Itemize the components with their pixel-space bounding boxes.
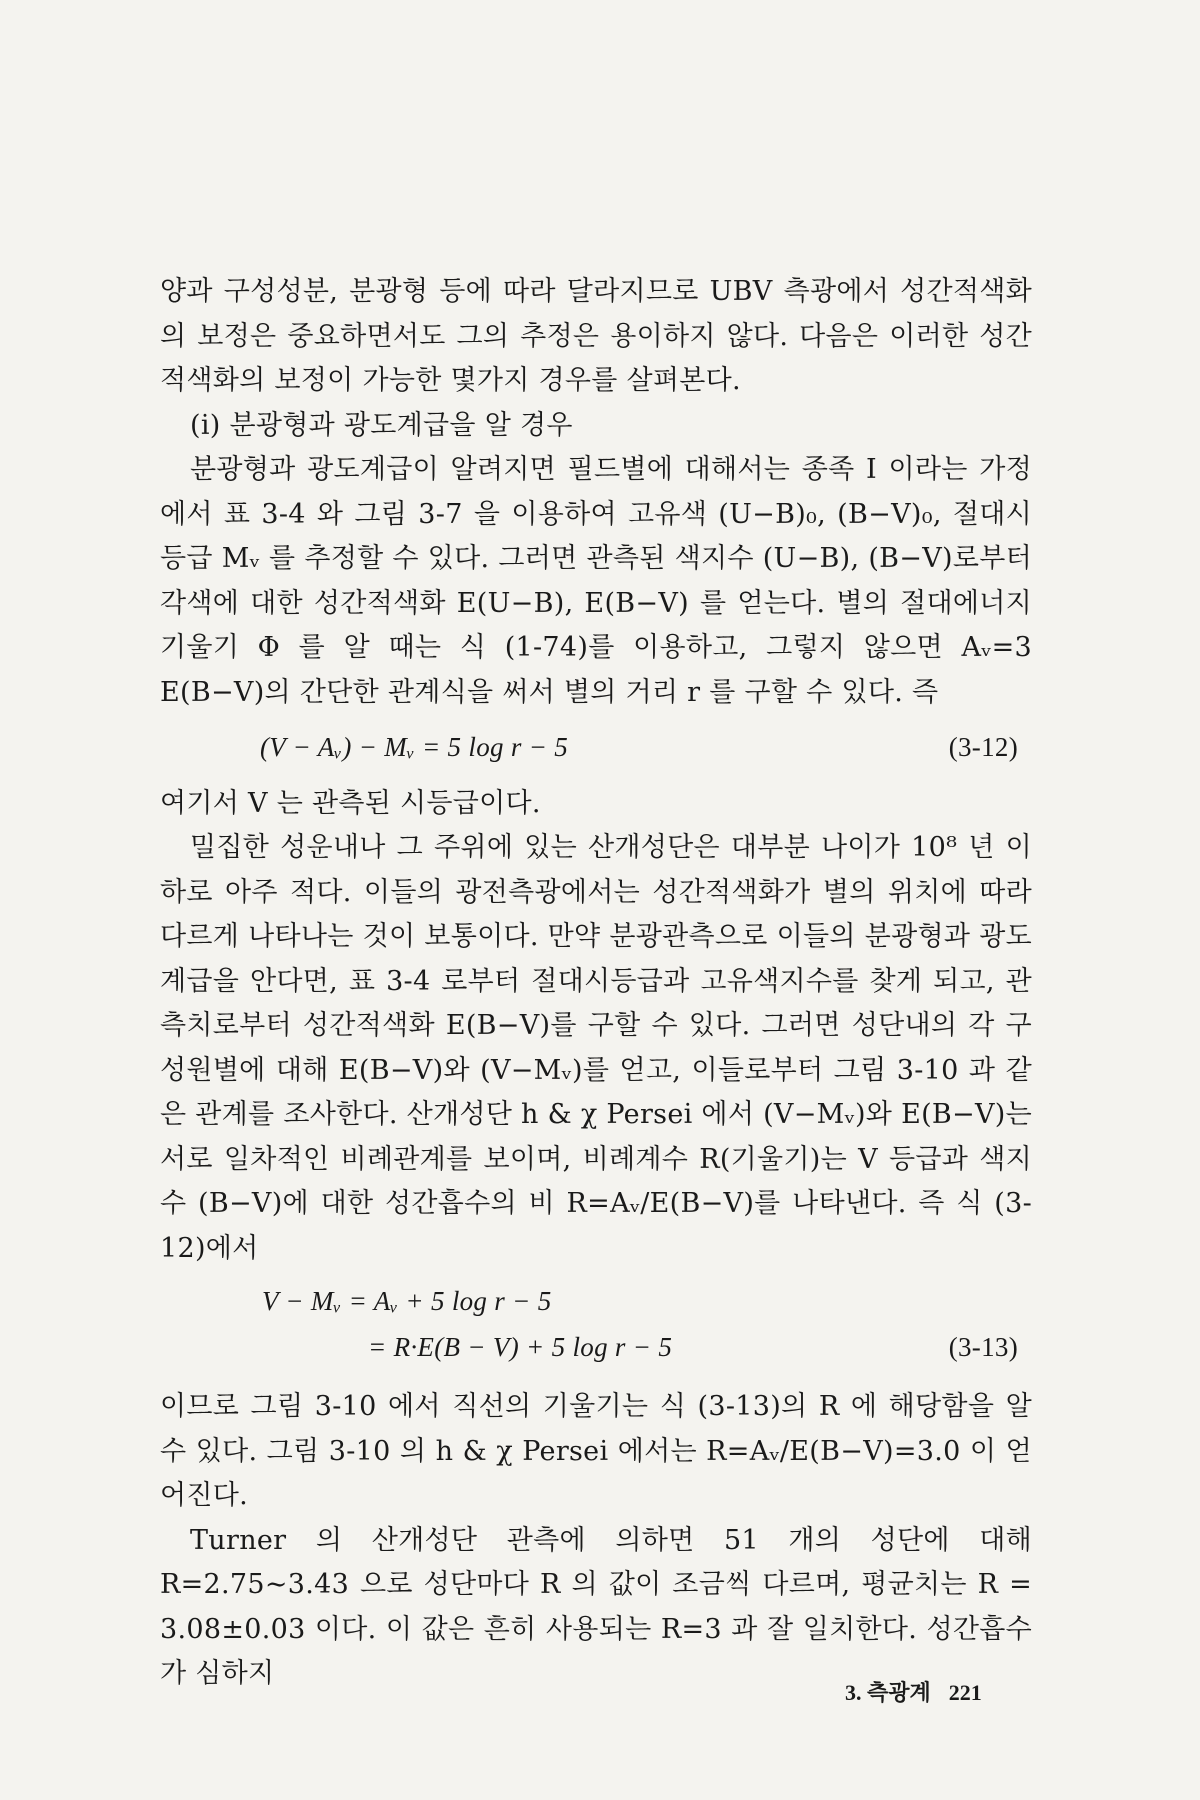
equation-3-13 [160,1279,1032,1371]
page-number: 221 [948,1680,982,1705]
subsection-heading: (i) 분광형과 광도계급을 알 경우 [190,409,573,441]
equation-3-13-line2: = R·E(B − V) + 5 log r − 5 [368,1332,673,1362]
paragraph-slope: 이므로 그림 3-10 에서 직선의 기울기는 식 (3-13)의 R 에 해당함을 알 수 있다. 그림 3-10 의 h & χ Persei 에서는 R=Aᵥ/E(B−V)=3.0 이 얻어진다. [160,1391,1032,1511]
equation-3-13-line1: V − Mᵥ = Aᵥ + 5 log r − 5 [262,1286,552,1316]
paragraph-where-v: 여기서 V 는 관측된 시등급이다. [160,787,541,819]
page-footer [845,1676,1000,1707]
equation-3-12-formula: (V − Aᵥ) − Mᵥ = 5 log r − 5 [260,732,569,762]
equation-3-13-number: (3-13) [948,1332,1018,1362]
equation-3-12-number: (3-12) [948,732,1018,762]
paragraph-continued: 양과 구성성분, 분광형 등에 따라 달라지므로 UBV 측광에서 성간적색화의 보정은 중요하면서도 그의 추정은 용이하지 않다. 다음은 이러한 성간적색화의 보정이 가능한 몇가지 경우를 살펴본다. [160,276,1032,396]
equation-3-12 [160,725,1032,770]
paragraph-open-clusters: 밀집한 성운내나 그 주위에 있는 산개성단은 대부분 나이가 10⁸ 년 이하로 아주 적다. 이들의 광전측광에서는 성간적색화가 별의 위치에 따라 다르게 나타나는 것이 보통이다. 만약 분광관측으로 이들의 분광형과 광도계급을 안다면, 표 3-4 로부터 절대시등급과 고유색지수를 찾게 되고, 관측치로부터 성간적색화 E(B−V)를 구할 수 있다. 그러면 성단내의 각 구성원별에 대해 E(B−V)와 (V−Mᵥ)를 얻고, 이들로부터 그림 3-10 과 같은 관계를 조사한다. 산개성단 h & χ Persei 에서 (V−Mᵥ)와 E(B−V)는 서로 일차적인 비례관계를 보이며, 비례계수 R(기울기)는 V 등급과 색지수 (B−V)에 대한 성간흡수의 비 R=Aᵥ/E(B−V)를 나타낸다. 즉 식 (3-12)에서 [160,832,1032,1264]
footer-section-title: 3. 측광계 [845,1680,931,1705]
page-body [160,270,1032,1697]
paragraph-turner: Turner 의 산개성단 관측에 의하면 51 개의 성단에 대해 R=2.75∼3.43 으로 성단마다 R 의 값이 조금씩 다르며, 평균치는 R = 3.08±0.03 이다. 이 값은 흔히 사용되는 R=3 과 잘 일치한다. 성간흡수가 심하지 [160,1524,1032,1689]
paragraph-spectral-type: 분광형과 광도계급이 알려지면 필드별에 대해서는 종족 I 이라는 가정에서 표 3-4 와 그림 3-7 을 이용하여 고유색 (U−B)₀, (B−V)₀, 절대시등급 Mᵥ 를 추정할 수 있다. 그러면 관측된 색지수 (U−B), (B−V)로부터 각색에 대한 성간적색화 E(U−B), E(B−V) 를 얻는다. 별의 절대에너지 기울기 Φ 를 알 때는 식 (1-74)를 이용하고, 그렇지 않으면 Aᵥ=3 E(B−V)의 간단한 관계식을 써서 별의 거리 r 를 구할 수 있다. 즉 [160,454,1032,708]
